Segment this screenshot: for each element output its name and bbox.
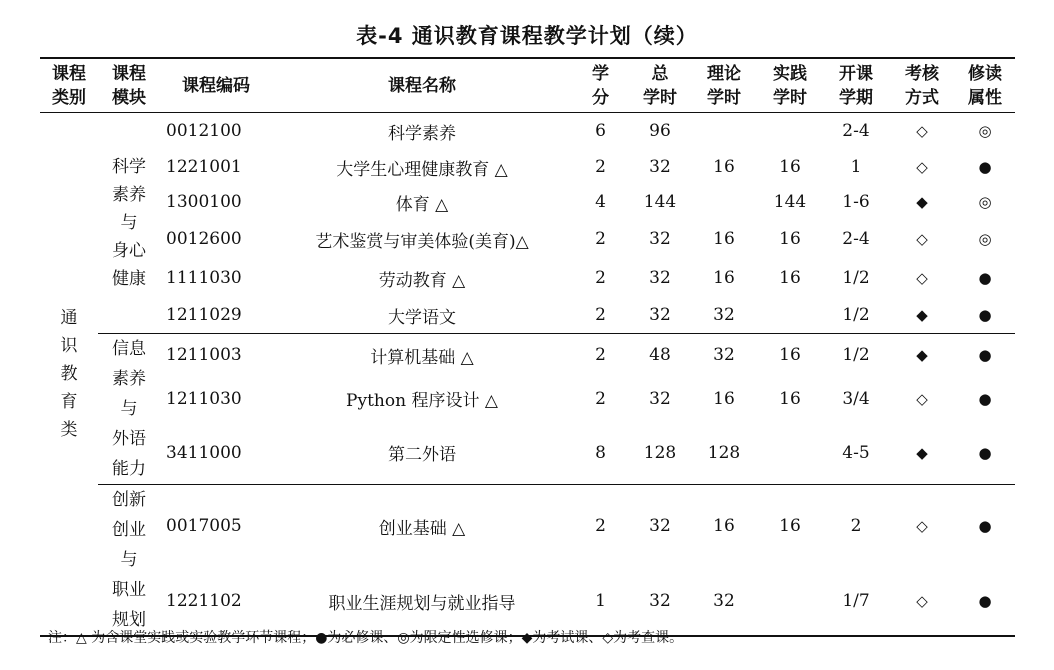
assessment-symbol: ◆	[916, 193, 928, 211]
course-name: 创业基础 △	[272, 485, 572, 568]
assessment-symbol: ◇	[916, 158, 928, 176]
credits: 2	[595, 268, 606, 288]
practice-hours: 16	[779, 157, 801, 177]
header-code: 课程编码	[160, 58, 272, 113]
assessment-symbol: ◇	[916, 592, 928, 611]
header-total-hours: 总 学时	[629, 58, 691, 113]
attribute-symbol: ●	[978, 389, 992, 408]
practice-hours: 16	[779, 268, 801, 288]
header-assessment: 考核 方式	[889, 58, 955, 113]
semester: 1/2	[842, 305, 870, 326]
course-code: 1211029	[166, 305, 242, 326]
assessment-symbol: ◆	[916, 306, 928, 325]
total-hours: 96	[649, 121, 671, 142]
semester: 1/2	[823, 334, 889, 377]
semester: 1	[850, 157, 862, 177]
credits: 2	[595, 388, 606, 409]
total-hours: 128	[643, 442, 677, 463]
practice-hours: 16	[757, 334, 823, 377]
header-category: 课程 类别	[40, 58, 98, 113]
practice-hours	[757, 113, 823, 150]
attribute-symbol: ●	[978, 269, 992, 287]
assessment-symbol: ◆	[916, 443, 928, 462]
table-row	[40, 259, 1015, 298]
theory-hours: 128	[707, 442, 741, 463]
table-row	[40, 334, 1015, 377]
header-practice-hours: 实践 学时	[757, 58, 823, 113]
practice-hours: 16	[757, 485, 823, 568]
theory-hours: 16	[713, 268, 735, 288]
module-cell: 创新 创业 与 职业 规划	[98, 485, 160, 637]
course-code: 0017005	[160, 485, 272, 568]
table-title: 表-4 通识教育课程教学计划（续）	[356, 24, 698, 48]
course-code: 1221102	[166, 591, 242, 612]
total-hours: 32	[649, 229, 671, 249]
attribute-symbol: ◎	[978, 122, 992, 141]
total-hours: 32	[649, 305, 671, 326]
credits: 2	[595, 305, 606, 326]
course-code: 3411000	[166, 442, 242, 463]
credits: 8	[595, 442, 606, 463]
category-cell: 通 识 教 育 类	[60, 308, 78, 440]
course-name: 第二外语	[388, 445, 456, 466]
module-cell: 科学 素养 与 身心 健康	[112, 157, 146, 289]
semester: 3/4	[842, 388, 870, 409]
course-name: 大学语文	[388, 307, 456, 328]
table-row	[40, 150, 1015, 185]
attribute-symbol: ◎	[978, 230, 992, 248]
total-hours: 32	[629, 485, 691, 568]
assessment-symbol: ◇	[916, 230, 928, 248]
credits: 2	[595, 229, 606, 249]
table-row	[40, 298, 1015, 334]
semester: 1/2	[842, 268, 870, 288]
total-hours: 48	[629, 334, 691, 377]
attribute-symbol: ●	[978, 443, 992, 462]
theory-hours: 16	[713, 388, 735, 409]
credits: 1	[595, 591, 606, 612]
total-hours: 32	[649, 157, 671, 177]
assessment-symbol: ◇	[916, 122, 928, 141]
practice-hours: 16	[779, 388, 801, 409]
course-name: 职业生涯规划与就业指导	[328, 593, 516, 614]
credits: 2	[572, 485, 629, 568]
course-code: 1300100	[166, 192, 242, 212]
course-code: 1221001	[166, 157, 242, 177]
total-hours: 144	[643, 192, 677, 212]
table-row	[40, 568, 1015, 636]
module-cell: 信息 素养 与 外语 能力	[98, 334, 160, 485]
practice-hours: 144	[773, 192, 807, 212]
credits: 2	[572, 334, 629, 377]
course-name: 劳动教育 △	[378, 270, 466, 291]
practice-hours	[757, 421, 823, 484]
semester: 2-4	[842, 229, 870, 249]
course-name: Python 程序设计 △	[346, 391, 498, 412]
header-module: 课程 模块	[98, 58, 160, 113]
course-name: 艺术鉴赏与审美体验(美育)△	[315, 231, 529, 252]
theory-hours	[691, 185, 757, 220]
course-code: 1211030	[166, 388, 242, 409]
semester: 1/7	[842, 591, 870, 612]
attribute-symbol: ●	[978, 306, 992, 325]
course-name: 体育 △	[395, 194, 449, 215]
semester: 2-4	[842, 121, 870, 142]
theory-hours: 32	[691, 334, 757, 377]
attribute-symbol: ◎	[978, 193, 992, 211]
table-row	[40, 220, 1015, 259]
course-code: 0012100	[166, 121, 242, 142]
credits: 4	[595, 192, 606, 212]
course-code: 1111030	[166, 268, 242, 288]
table-row	[40, 376, 1015, 421]
table-row	[40, 421, 1015, 484]
attribute-symbol: ●	[955, 485, 1015, 568]
practice-hours: 16	[779, 229, 801, 249]
practice-hours	[757, 298, 823, 334]
course-plan-table	[40, 57, 1015, 637]
total-hours: 32	[649, 268, 671, 288]
course-name: 科学素养	[388, 123, 456, 144]
header-name: 课程名称	[272, 58, 572, 113]
course-name: 计算机基础 △	[272, 334, 572, 377]
semester: 1-6	[842, 192, 870, 212]
theory-hours: 16	[713, 157, 735, 177]
theory-hours: 32	[713, 591, 735, 612]
course-code: 1211003	[160, 334, 272, 377]
course-name: 大学生心理健康教育 △	[336, 159, 508, 180]
header-semester: 开课 学期	[823, 58, 889, 113]
theory-hours: 16	[713, 229, 735, 249]
attribute-symbol: ●	[978, 592, 992, 611]
attribute-symbol: ●	[978, 158, 992, 176]
semester: 4-5	[842, 442, 870, 463]
theory-hours: 32	[713, 305, 735, 326]
header-attribute: 修读 属性	[955, 58, 1015, 113]
table-row	[40, 185, 1015, 220]
total-hours: 32	[649, 388, 671, 409]
header-row	[40, 58, 1015, 113]
attribute-symbol: ●	[955, 334, 1015, 377]
table-row	[40, 113, 1015, 150]
credits: 6	[595, 121, 606, 142]
theory-hours: 16	[691, 485, 757, 568]
course-code: 0012600	[166, 229, 242, 249]
header-credits: 学 分	[572, 58, 629, 113]
assessment-symbol: ◇	[889, 485, 955, 568]
semester: 2	[823, 485, 889, 568]
credits: 2	[595, 157, 606, 177]
total-hours: 32	[649, 591, 671, 612]
practice-hours	[757, 568, 823, 636]
table-note: 注：△ 为含课堂实践或实验教学环节课程；●为必修课、◎为限定性选修课；◆为考试课、◇为考查课。	[48, 630, 684, 646]
theory-hours	[691, 113, 757, 150]
table-row	[40, 485, 1015, 568]
header-theory-hours: 理论 学时	[691, 58, 757, 113]
assessment-symbol: ◇	[916, 269, 928, 287]
assessment-symbol: ◆	[889, 334, 955, 377]
assessment-symbol: ◇	[916, 389, 928, 408]
